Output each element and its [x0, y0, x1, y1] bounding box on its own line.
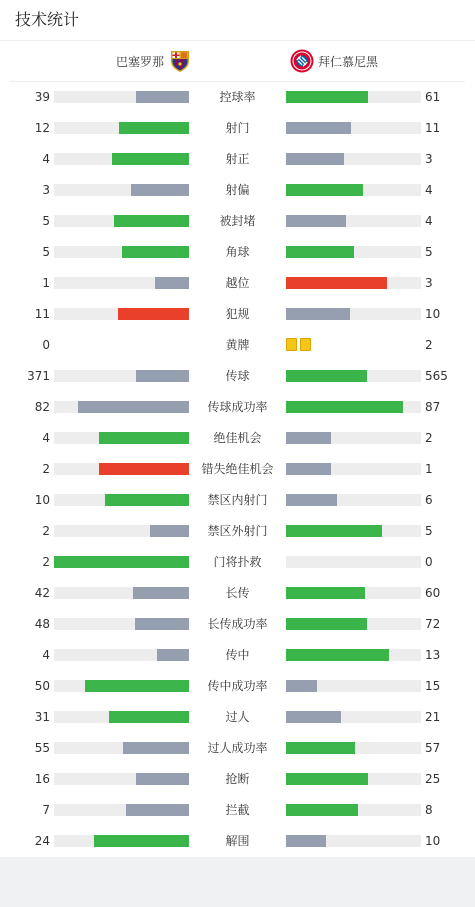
stat-row — [0, 764, 475, 795]
away-value: 72 — [425, 617, 441, 631]
away-bar — [286, 649, 389, 661]
away-value: 87 — [425, 400, 441, 414]
home-bar — [150, 525, 189, 537]
home-team-name: 巴塞罗那 — [115, 54, 164, 69]
stat-row — [0, 640, 475, 671]
home-bar-track — [54, 804, 189, 816]
away-value: 4 — [425, 183, 433, 197]
stat-row — [0, 826, 475, 857]
home-bar — [155, 277, 189, 289]
stat-label: 过人成功率 — [207, 741, 268, 755]
away-value: 11 — [425, 121, 441, 135]
away-bar — [286, 618, 367, 630]
yellow-card-icon — [286, 338, 297, 351]
stat-label: 传球成功率 — [207, 400, 268, 414]
away-bar-track — [286, 153, 421, 165]
away-value: 2 — [425, 431, 433, 445]
away-value: 6 — [425, 493, 433, 507]
away-bar-track — [286, 308, 421, 320]
away-bar-track — [286, 494, 421, 506]
stat-row — [0, 485, 475, 516]
away-bar-track — [286, 463, 421, 475]
home-bar-track — [54, 246, 189, 258]
stat-row — [0, 795, 475, 826]
home-value: 50 — [34, 679, 50, 693]
home-bar-track — [54, 153, 189, 165]
away-bar-track — [286, 711, 421, 723]
stats-list — [0, 82, 475, 857]
away-bar-track — [286, 370, 421, 382]
stat-row — [0, 361, 475, 392]
stat-row — [0, 113, 475, 144]
home-value: 1 — [42, 276, 50, 290]
home-bar — [131, 184, 189, 196]
away-value: 0 — [425, 555, 433, 569]
home-bar — [78, 401, 189, 413]
home-value: 55 — [34, 741, 50, 755]
stat-row — [0, 330, 475, 361]
home-bar — [99, 463, 189, 475]
stat-label: 错失绝佳机会 — [201, 462, 274, 476]
away-bar — [286, 525, 382, 537]
home-value: 4 — [42, 431, 50, 445]
home-bar-track — [54, 401, 189, 413]
away-value: 15 — [425, 679, 441, 693]
away-bar — [286, 122, 351, 134]
home-bar — [157, 649, 189, 661]
home-bar — [94, 835, 189, 847]
away-bar — [286, 184, 363, 196]
away-bar-track — [286, 835, 421, 847]
home-bar-track — [54, 711, 189, 723]
stat-row — [0, 702, 475, 733]
stat-row — [0, 578, 475, 609]
home-bar-track — [54, 618, 189, 630]
stat-row — [0, 423, 475, 454]
home-value: 11 — [34, 307, 50, 321]
home-value: 371 — [27, 369, 50, 383]
home-value: 3 — [42, 183, 50, 197]
home-bar-track — [54, 184, 189, 196]
away-value: 5 — [425, 524, 433, 538]
away-bar — [286, 277, 387, 289]
home-bar-track — [54, 494, 189, 506]
home-team-header — [60, 48, 192, 74]
stat-label: 门将扑救 — [213, 555, 262, 569]
home-bar — [105, 494, 189, 506]
stat-label: 黄牌 — [225, 338, 250, 352]
home-bar — [54, 556, 189, 568]
stat-row — [0, 82, 475, 113]
away-bar-track — [286, 184, 421, 196]
away-bar-track — [286, 556, 421, 568]
stat-row — [0, 454, 475, 485]
away-bar — [286, 432, 331, 444]
stat-row — [0, 237, 475, 268]
away-value: 2 — [425, 338, 433, 352]
stat-label: 控球率 — [219, 90, 256, 104]
stat-label: 过人 — [225, 710, 250, 724]
stat-label: 长传 — [225, 586, 250, 600]
stat-row — [0, 516, 475, 547]
home-value: 4 — [42, 648, 50, 662]
stat-label: 绝佳机会 — [213, 431, 262, 445]
stat-row — [0, 671, 475, 702]
away-value: 3 — [425, 152, 433, 166]
away-bar-track — [286, 277, 421, 289]
away-bar-track — [286, 401, 421, 413]
yellow-card-icon — [300, 338, 311, 351]
home-bar — [85, 680, 189, 692]
home-bar — [119, 122, 189, 134]
away-value: 13 — [425, 648, 441, 662]
home-bar-track — [54, 587, 189, 599]
home-bar — [99, 432, 189, 444]
home-value: 5 — [42, 245, 50, 259]
away-bar — [286, 835, 326, 847]
home-bar-track — [54, 277, 189, 289]
away-team-header — [290, 48, 430, 74]
home-bar-track — [54, 308, 189, 320]
home-bar — [123, 742, 189, 754]
stat-label: 传球 — [225, 369, 250, 383]
away-team-name: 拜仁慕尼黑 — [318, 54, 379, 69]
away-bar-track — [286, 649, 421, 661]
stat-label: 禁区内射门 — [207, 493, 268, 507]
away-bar — [286, 370, 367, 382]
away-bar-track — [286, 742, 421, 754]
away-bar — [286, 494, 337, 506]
away-bar-track — [286, 122, 421, 134]
away-bar — [286, 463, 331, 475]
home-value: 0 — [42, 338, 50, 352]
stat-label: 射门 — [225, 121, 250, 135]
stat-label: 射偏 — [225, 183, 250, 197]
stat-row — [0, 268, 475, 299]
away-value: 565 — [425, 369, 448, 383]
stat-label: 抢断 — [225, 772, 250, 786]
away-value: 21 — [425, 710, 441, 724]
stat-label: 犯规 — [225, 307, 250, 321]
home-bar-track — [54, 463, 189, 475]
home-value: 4 — [42, 152, 50, 166]
stat-label: 被封堵 — [219, 214, 256, 228]
home-bar — [135, 618, 189, 630]
away-value: 5 — [425, 245, 433, 259]
stat-label: 射正 — [225, 152, 250, 166]
bayern-crest-icon — [290, 49, 314, 73]
home-bar-track — [54, 432, 189, 444]
away-bar — [286, 91, 368, 103]
stat-label: 禁区外射门 — [207, 524, 268, 538]
home-bar-track — [54, 649, 189, 661]
stat-label: 拦截 — [225, 803, 250, 817]
stat-label: 传中 — [225, 648, 250, 662]
away-bar-track — [286, 91, 421, 103]
home-bar — [136, 370, 190, 382]
home-value: 24 — [34, 834, 50, 848]
away-bar-track — [286, 618, 421, 630]
stat-row — [0, 733, 475, 764]
home-value: 7 — [42, 803, 50, 817]
home-value: 82 — [34, 400, 50, 414]
stat-row — [0, 609, 475, 640]
home-bar-track — [54, 680, 189, 692]
home-bar — [136, 91, 189, 103]
away-bar — [286, 773, 368, 785]
away-bar — [286, 680, 317, 692]
home-bar — [133, 587, 189, 599]
away-value: 61 — [425, 90, 441, 104]
away-bar-track — [286, 587, 421, 599]
home-value: 39 — [34, 90, 50, 104]
stat-row — [0, 392, 475, 423]
home-value: 10 — [34, 493, 50, 507]
barcelona-crest-icon — [168, 49, 192, 73]
stat-label: 传中成功率 — [207, 679, 268, 693]
home-bar-track — [54, 835, 189, 847]
away-bar — [286, 742, 355, 754]
home-bar — [112, 153, 189, 165]
home-bar — [114, 215, 189, 227]
stat-label: 越位 — [225, 276, 250, 290]
away-bar — [286, 215, 346, 227]
away-value: 25 — [425, 772, 441, 786]
away-bar-track — [286, 680, 421, 692]
home-value: 42 — [34, 586, 50, 600]
stat-row — [0, 299, 475, 330]
away-bar — [286, 587, 365, 599]
away-bar-track — [286, 246, 421, 258]
stat-row — [0, 547, 475, 578]
away-value: 8 — [425, 803, 433, 817]
stat-row — [0, 175, 475, 206]
away-value: 4 — [425, 214, 433, 228]
home-bar-track — [54, 742, 189, 754]
away-yellow-cards — [286, 338, 311, 352]
home-bar — [122, 246, 190, 258]
away-bar-track — [286, 432, 421, 444]
home-bar — [136, 773, 189, 785]
home-bar-track — [54, 215, 189, 227]
home-value: 48 — [34, 617, 50, 631]
home-bar-track — [54, 91, 189, 103]
home-value: 2 — [42, 524, 50, 538]
home-bar-track — [54, 556, 189, 568]
stat-row — [0, 144, 475, 175]
away-value: 57 — [425, 741, 441, 755]
home-bar — [126, 804, 189, 816]
away-value: 3 — [425, 276, 433, 290]
stat-label: 角球 — [225, 245, 250, 259]
away-value: 10 — [425, 834, 441, 848]
home-value: 16 — [34, 772, 50, 786]
home-value: 2 — [42, 462, 50, 476]
home-value: 31 — [34, 710, 50, 724]
away-bar-track — [286, 215, 421, 227]
away-value: 60 — [425, 586, 441, 600]
away-bar-track — [286, 804, 421, 816]
home-value: 12 — [34, 121, 50, 135]
home-value: 5 — [42, 214, 50, 228]
divider — [0, 40, 475, 41]
away-bar — [286, 804, 358, 816]
home-bar-track — [54, 525, 189, 537]
away-bar — [286, 246, 354, 258]
away-value: 10 — [425, 307, 441, 321]
stat-label: 长传成功率 — [207, 617, 268, 631]
home-value: 2 — [42, 555, 50, 569]
home-bar — [118, 308, 189, 320]
home-bar-track — [54, 773, 189, 785]
home-bar-track — [54, 370, 189, 382]
stat-label: 解围 — [225, 834, 250, 848]
away-value: 1 — [425, 462, 433, 476]
away-bar-track — [286, 773, 421, 785]
page-title: 技术统计 — [15, 10, 80, 29]
away-bar — [286, 401, 403, 413]
stat-row — [0, 206, 475, 237]
away-bar — [286, 153, 344, 165]
home-bar-track — [54, 122, 189, 134]
away-bar — [286, 308, 350, 320]
away-bar — [286, 711, 341, 723]
away-bar-track — [286, 525, 421, 537]
home-bar — [109, 711, 189, 723]
